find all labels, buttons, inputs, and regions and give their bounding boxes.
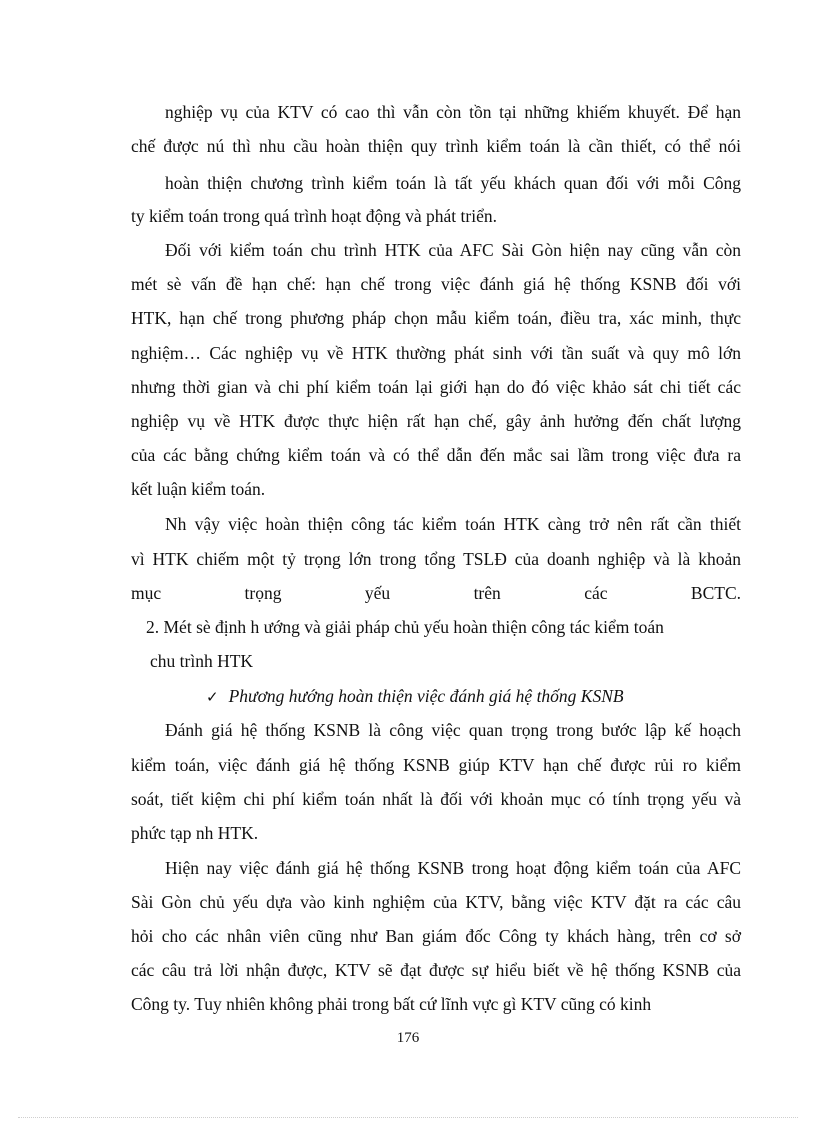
text-line: kết luận kiểm toán. xyxy=(131,479,266,499)
text-line: chế được nú thì nhu cầu hoàn thiện quy trình kiểm toán là cần thiết, có thể nói xyxy=(131,136,741,156)
section-heading-continued: chu trình HTK xyxy=(150,651,254,671)
text-line: HTK, hạn chế trong phương pháp chọn mẫu kiểm toán, điều tra, xác minh, thực xyxy=(131,308,741,328)
page-bottom-divider xyxy=(18,1117,798,1118)
subheading xyxy=(206,685,624,707)
text-line: nghiệm… Các nghiệp vụ về HTK thường phát sinh với tần suất và quy mô lớn xyxy=(131,343,741,363)
checkmark-icon: ✓ xyxy=(206,688,219,706)
text-line: nghiệp vụ về HTK được thực hiện rất hạn chế, gây ảnh hưởng đến chất lượng xyxy=(131,411,741,431)
text-line: soát, tiết kiệm chi phí kiểm toán nhất là đối với khoản mục có tính trọng yếu và xyxy=(131,789,741,809)
text-line: Nh vậy việc hoàn thiện công tác kiểm toán HTK càng trở nên rất cần thiết xyxy=(165,514,741,534)
text-line: nhưng thời gian và chi phí kiểm toán lại giới hạn do đó việc khảo sát chi tiết các xyxy=(131,377,741,397)
text-line: mục trọng yếu trên các BCTC. xyxy=(131,583,741,603)
section-heading: 2. Mét sè định h ướng và giải pháp chủ yếu hoàn thiện công tác kiểm toán xyxy=(146,617,664,637)
text-line: ty kiểm toán trong quá trình hoạt động và phát triển. xyxy=(131,206,497,226)
text-line: Đối với kiểm toán chu trình HTK của AFC Sài Gòn hiện nay cũng vẫn còn xyxy=(165,240,741,260)
text-line: Công ty. Tuy nhiên không phải trong bất cứ lĩnh vực gì KTV cũng có kinh xyxy=(131,994,652,1014)
text-line: Sài Gòn chủ yếu dựa vào kinh nghiệm của KTV, bằng việc KTV đặt ra các câu xyxy=(131,892,741,912)
text-line: phức tạp nh HTK. xyxy=(131,823,259,843)
text-line: vì HTK chiếm một tỷ trọng lớn trong tổng TSLĐ của doanh nghiệp và là khoản xyxy=(131,549,741,569)
text-line: của các bằng chứng kiểm toán và có thể dẫn đến mắc sai lầm trong việc đưa ra xyxy=(131,445,741,465)
text-line: hỏi cho các nhân viên cũng như Ban giám đốc Công ty khách hàng, trên cơ sở xyxy=(131,926,741,946)
text-line: Đánh giá hệ thống KSNB là công việc quan trọng trong bước lập kế hoạch xyxy=(165,720,741,740)
text-line: hoàn thiện chương trình kiểm toán là tất yếu khách quan đối với mỗi Công xyxy=(165,173,741,193)
subheading-text: Phương hướng hoàn thiện việc đánh giá hệ thống KSNB xyxy=(228,686,624,706)
text-line: Hiện nay việc đánh giá hệ thống KSNB trong hoạt động kiểm toán của AFC xyxy=(165,858,741,878)
text-line: nghiệp vụ của KTV có cao thì vẫn còn tồn tại những khiếm khuyết. Để hạn xyxy=(165,102,741,122)
text-line: các câu trả lời nhận được, KTV sẽ đạt được sự hiểu biết về hệ thống KSNB của xyxy=(131,960,741,980)
text-line: mét sè vấn đề hạn chế: hạn chế trong việc đánh giá hệ thống KSNB đối với xyxy=(131,274,741,294)
page-number: 176 xyxy=(396,1030,420,1046)
text-line: kiểm toán, việc đánh giá hệ thống KSNB giúp KTV hạn chế được rủi ro kiểm xyxy=(131,755,741,775)
